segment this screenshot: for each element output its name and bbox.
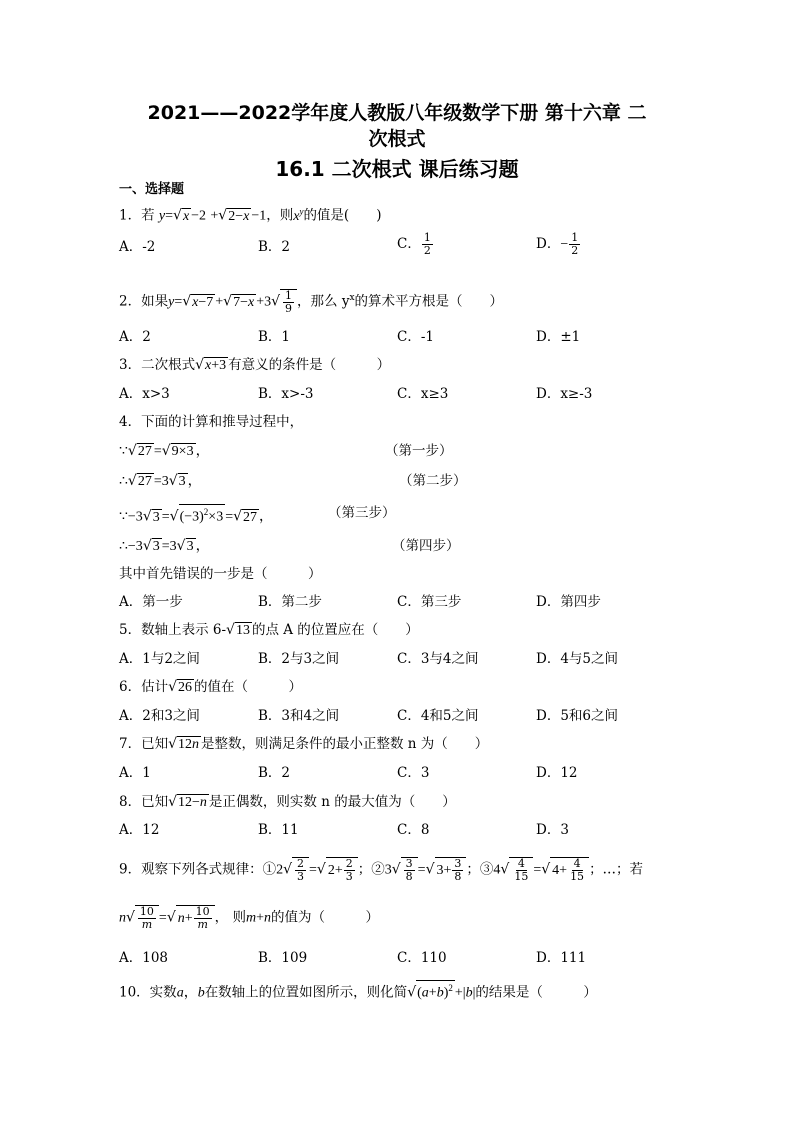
q7-option-a[interactable]: A．1 [119, 765, 151, 781]
question-2: 2．如果y=√x−7 +√7−x +3√ $\frac{1}{9}$ ，那么 $y^x$的算术平方根是（ ） [119, 289, 504, 315]
q4-step-1-label: （第一步） [385, 443, 453, 459]
q6-option-c[interactable]: C．4和5之间 [397, 708, 479, 724]
q1-option-b[interactable]: B．2 [258, 239, 291, 255]
q6-option-a[interactable]: A．2和3之间 [119, 708, 200, 724]
question-5: 5．数轴上表示 6-√13 的点 A 的位置应在（ ） [119, 622, 419, 638]
q4-step-2-label: （第二步） [399, 473, 467, 489]
q7-option-c[interactable]: C．3 [397, 765, 430, 781]
q3-option-d[interactable]: D．x≥-3 [536, 386, 593, 402]
q3-option-b[interactable]: B．x>-3 [258, 386, 314, 402]
q5-option-c[interactable]: C．3与4之间 [397, 651, 479, 667]
question-9: 9．观察下列各式规律：①2√ $\frac{2}{3}$ =√ 2+ $\frac{2}{3}$ ；②3√ $\frac{3}{8}$ =√ 3+ $\frac{3}{8}$ ；③4√ $\frac{4}{15}$ =√ 4+ $\frac{4}{15}$ ；…；若 [119, 857, 644, 883]
q1-formula: y [158, 208, 166, 224]
q7-option-b[interactable]: B．2 [258, 765, 291, 781]
q2-option-d[interactable]: D．±1 [536, 329, 581, 345]
question-3: 3．二次根式√x+3 有意义的条件是（ ） [119, 357, 391, 373]
q4-option-c[interactable]: C．第三步 [397, 594, 462, 610]
question-9-line2: n√ $\frac{10}{m}$ =√ n+ $\frac{10}{m}$ ， 则m+n的值为（ ） [119, 905, 379, 931]
q3-option-a[interactable]: A．x>3 [119, 386, 170, 402]
q8-option-c[interactable]: C．8 [397, 822, 430, 838]
q4-question: 其中首先错误的一步是（ ） [119, 566, 322, 582]
question-7: 7．已知√12n 是整数，则满足条件的最小正整数 n 为（ ） [119, 736, 489, 752]
q4-step-4-label: （第四步） [392, 538, 460, 554]
question-6: 6．估计√26 的值在（ ） [119, 679, 303, 695]
q5-option-d[interactable]: D．4与5之间 [536, 651, 619, 667]
q2-option-a[interactable]: A．2 [119, 329, 151, 345]
q6-option-d[interactable]: D．5和6之间 [536, 708, 619, 724]
q8-option-a[interactable]: A．12 [119, 822, 160, 838]
q2-option-b[interactable]: B．1 [258, 329, 291, 345]
q9-option-d[interactable]: D．111 [536, 950, 587, 966]
q4-step-1: ∵√27 =√9×3 ， [119, 443, 210, 459]
q4-option-d[interactable]: D．第四步 [536, 594, 601, 610]
q5-option-a[interactable]: A．1与2之间 [119, 651, 200, 667]
section-heading: 一、选择题 [119, 182, 185, 197]
q4-step-3-label: （第三步） [328, 505, 396, 521]
question-10: 10．实数a，b在数轴上的位置如图所示，则化简$√(a+b)^2 +|b|$的结果是（ ） [119, 980, 597, 1003]
q6-option-b[interactable]: B．3和4之间 [258, 708, 340, 724]
page-title-line1: 2021——2022学年度人教版八年级数学下册 第十六章 二 [147, 102, 647, 124]
q1-option-a[interactable]: A．-2 [119, 239, 156, 255]
q4-step-2: ∴√27 =3√3 ， [119, 473, 202, 489]
question-1: 1．若 y=√x −2 +√2−x −1，则$x^y$的值是( ) [119, 206, 382, 224]
question-8: 8．已知√12−n 是正偶数，则实数 n 的最大值为（ ） [119, 794, 456, 810]
q4-option-a[interactable]: A．第一步 [119, 594, 183, 610]
page-subtitle: 16.1 二次根式 课后练习题 [275, 157, 519, 181]
q8-option-b[interactable]: B．11 [258, 822, 299, 838]
q1-option-c[interactable]: C． $\frac{1}{2}$ [397, 231, 431, 257]
q2-option-c[interactable]: C．-1 [397, 329, 434, 345]
q5-option-b[interactable]: B．2与3之间 [258, 651, 340, 667]
page-title-line2: 次根式 [368, 128, 426, 150]
q4-step-3: ∵−3√3 $=√(-3)^2\times 3 =√27$ ， [119, 504, 273, 527]
q8-option-d[interactable]: D．3 [536, 822, 569, 838]
q4-step-4: ∴−3√3 =3√3 ， [119, 538, 210, 554]
q1-option-d[interactable]: D．− $\frac{1}{2}$ [536, 231, 579, 257]
q7-option-d[interactable]: D．12 [536, 765, 578, 781]
q9-option-c[interactable]: C．110 [397, 950, 447, 966]
q3-option-c[interactable]: C．x≥3 [397, 386, 449, 402]
q9-option-a[interactable]: A．108 [119, 950, 169, 966]
q4-option-b[interactable]: B．第二步 [258, 594, 322, 610]
question-4: 4．下面的计算和推导过程中， [119, 414, 304, 430]
q9-option-b[interactable]: B．109 [258, 950, 308, 966]
